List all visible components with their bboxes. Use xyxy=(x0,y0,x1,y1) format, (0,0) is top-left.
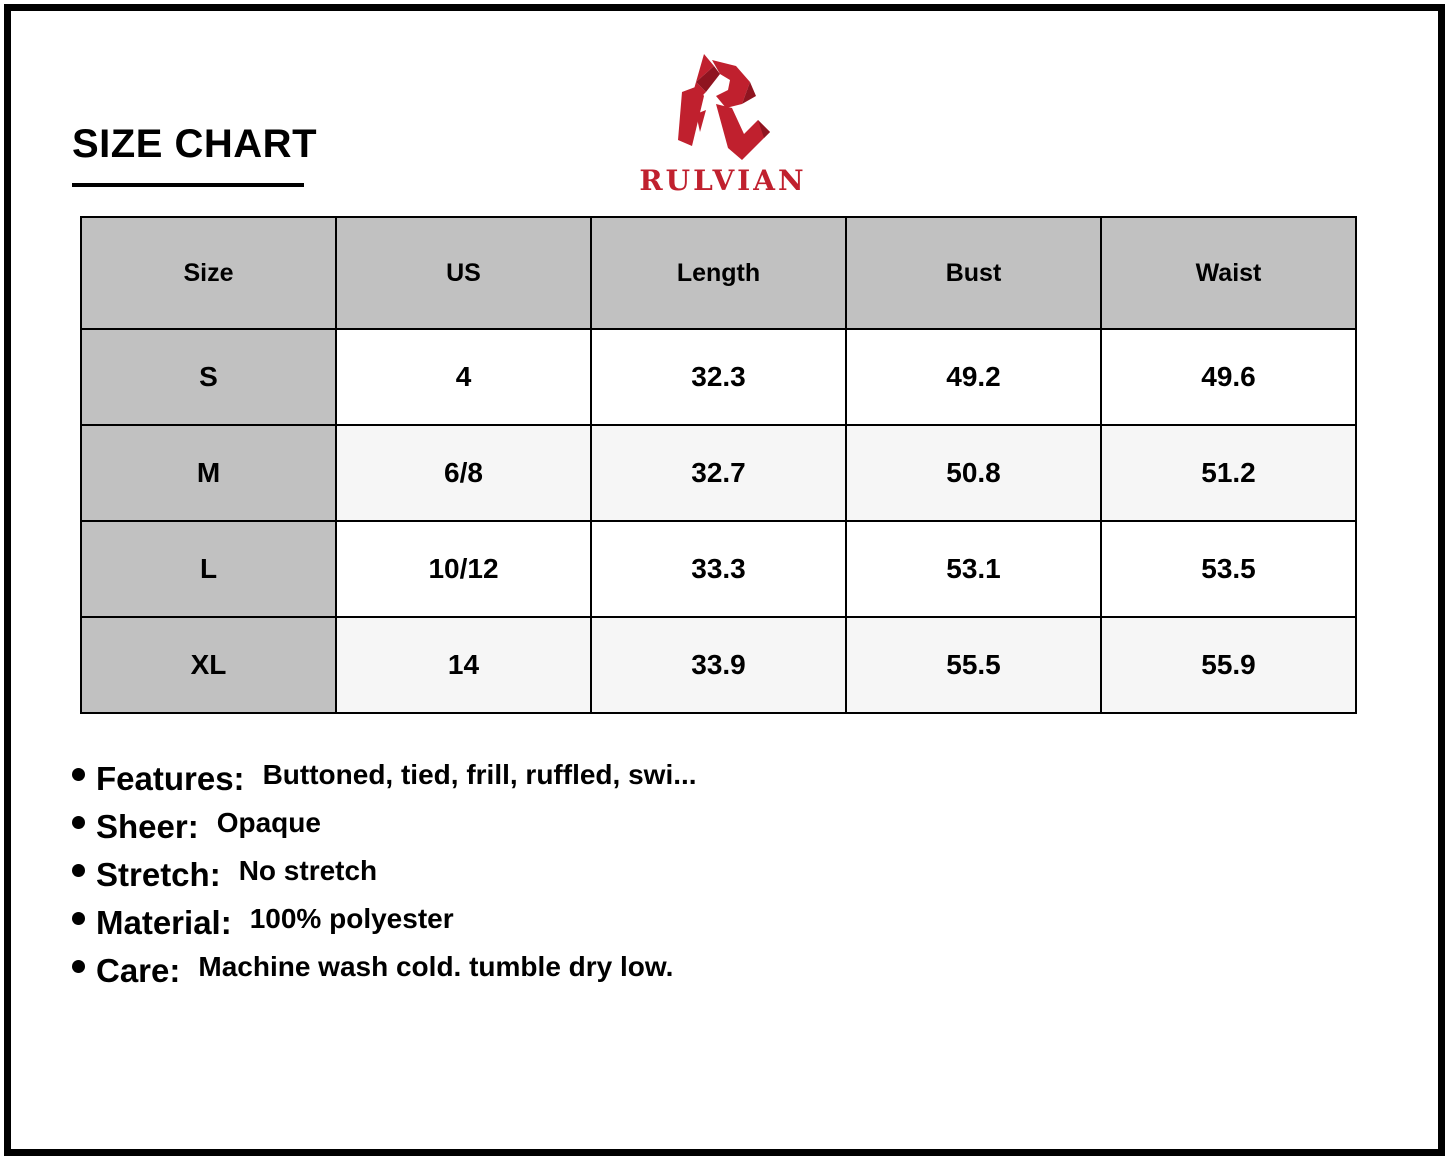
rulvian-r-icon xyxy=(676,52,771,162)
spec-value: Opaque xyxy=(216,807,321,838)
bust-cell: 50.8 xyxy=(846,425,1101,521)
column-header-size: Size xyxy=(81,217,336,329)
table-row xyxy=(81,425,1356,521)
bust-cell: 55.5 xyxy=(846,617,1101,713)
bullet-icon xyxy=(72,816,85,829)
spec-label: Care: xyxy=(96,952,181,989)
column-header-length: Length xyxy=(591,217,846,329)
size-cell: M xyxy=(81,425,336,521)
spec-label: Material: xyxy=(96,904,232,941)
table-row xyxy=(81,329,1356,425)
column-header-us: US xyxy=(336,217,591,329)
column-header-waist: Waist xyxy=(1101,217,1356,329)
page-title: SIZE CHART xyxy=(72,122,317,166)
spec-sheer xyxy=(72,800,697,848)
spec-value: Machine wash cold. tumble dry low. xyxy=(198,951,674,982)
brand-logo xyxy=(628,52,818,197)
us-cell: 4 xyxy=(336,329,591,425)
spec-features xyxy=(72,752,697,800)
table-row xyxy=(81,617,1356,713)
length-cell: 33.9 xyxy=(591,617,846,713)
spec-value: 100% polyester xyxy=(249,903,454,934)
spec-value: No stretch xyxy=(238,855,378,886)
length-cell: 32.7 xyxy=(591,425,846,521)
us-cell: 10/12 xyxy=(336,521,591,617)
us-cell: 14 xyxy=(336,617,591,713)
bullet-icon xyxy=(72,768,85,781)
bullet-icon xyxy=(72,864,85,877)
size-cell: XL xyxy=(81,617,336,713)
us-cell: 6/8 xyxy=(336,425,591,521)
spec-care xyxy=(72,944,697,992)
bullet-icon xyxy=(72,960,85,973)
waist-cell: 55.9 xyxy=(1101,617,1356,713)
title-underline xyxy=(72,183,304,187)
spec-stretch xyxy=(72,848,697,896)
length-cell: 33.3 xyxy=(591,521,846,617)
brand-name: RULVIAN xyxy=(639,164,807,197)
spec-label: Stretch: xyxy=(96,856,221,893)
length-cell: 32.3 xyxy=(591,329,846,425)
table-row xyxy=(81,521,1356,617)
product-specs xyxy=(72,752,697,992)
size-cell: S xyxy=(81,329,336,425)
bust-cell: 49.2 xyxy=(846,329,1101,425)
column-header-bust: Bust xyxy=(846,217,1101,329)
spec-value: Buttoned, tied, frill, ruffled, swi... xyxy=(262,759,697,790)
table-header-row xyxy=(81,217,1356,329)
bullet-icon xyxy=(72,912,85,925)
spec-label: Features: xyxy=(96,760,245,797)
spec-material xyxy=(72,896,697,944)
waist-cell: 51.2 xyxy=(1101,425,1356,521)
bust-cell: 53.1 xyxy=(846,521,1101,617)
size-cell: L xyxy=(81,521,336,617)
size-table xyxy=(80,216,1357,714)
spec-label: Sheer: xyxy=(96,808,199,845)
waist-cell: 49.6 xyxy=(1101,329,1356,425)
waist-cell: 53.5 xyxy=(1101,521,1356,617)
